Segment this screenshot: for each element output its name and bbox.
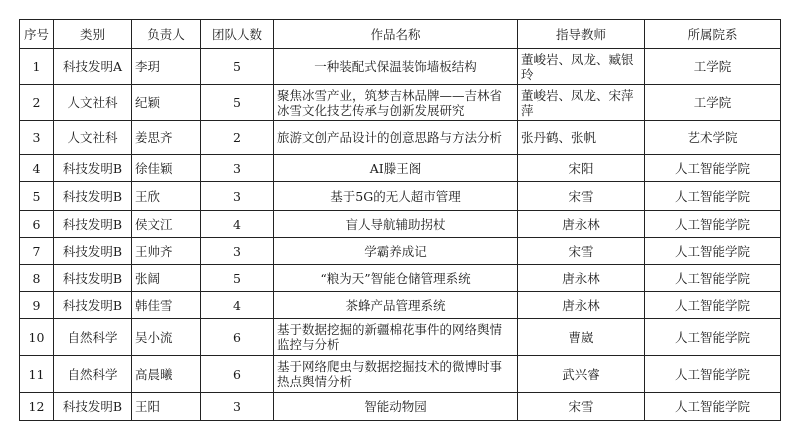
table-row [20, 265, 781, 292]
cell-team-size: 4 [201, 292, 274, 319]
cell-advisor: 唐永林 [518, 265, 645, 292]
cell-category: 人文社科 [54, 121, 132, 155]
cell-advisor: 武兴睿 [518, 356, 645, 393]
header-advisor: 指导教师 [518, 20, 645, 49]
cell-leader: 李玥 [132, 49, 201, 85]
cell-team-size: 3 [201, 155, 274, 182]
cell-no: 12 [20, 393, 54, 421]
cell-leader: 吴小流 [132, 319, 201, 356]
cell-no: 10 [20, 319, 54, 356]
cell-leader: 姜思齐 [132, 121, 201, 155]
cell-category: 科技发明B [54, 155, 132, 182]
cell-advisor: 唐永林 [518, 292, 645, 319]
table-body [20, 49, 781, 421]
header-team-size: 团队人数 [201, 20, 274, 49]
cell-team-size: 6 [201, 319, 274, 356]
cell-advisor: 宋雪 [518, 182, 645, 211]
cell-team-size: 4 [201, 211, 274, 238]
table-row [20, 393, 781, 421]
cell-no: 4 [20, 155, 54, 182]
cell-work-title: AI滕王阁 [274, 155, 518, 182]
cell-category: 科技发明B [54, 211, 132, 238]
cell-department: 人工智能学院 [645, 356, 781, 393]
table-row [20, 356, 781, 393]
cell-advisor: 张丹鹤、张帆 [518, 121, 645, 155]
header-work-title: 作品名称 [274, 20, 518, 49]
cell-no: 3 [20, 121, 54, 155]
table-row [20, 292, 781, 319]
cell-advisor: 宋阳 [518, 155, 645, 182]
cell-department: 人工智能学院 [645, 319, 781, 356]
cell-team-size: 5 [201, 49, 274, 85]
table-row [20, 49, 781, 85]
cell-work-title: 基于网络爬虫与数据挖掘技术的微博时事热点舆情分析 [274, 356, 518, 393]
cell-no: 9 [20, 292, 54, 319]
table-row [20, 155, 781, 182]
cell-no: 6 [20, 211, 54, 238]
cell-category: 自然科学 [54, 319, 132, 356]
cell-no: 7 [20, 238, 54, 265]
cell-no: 1 [20, 49, 54, 85]
header-leader: 负责人 [132, 20, 201, 49]
cell-work-title: 旅游文创产品设计的创意思路与方法分析 [274, 121, 518, 155]
cell-work-title: 盲人导航辅助拐杖 [274, 211, 518, 238]
cell-leader: 王欣 [132, 182, 201, 211]
table-row [20, 238, 781, 265]
cell-department: 人工智能学院 [645, 155, 781, 182]
cell-department: 人工智能学院 [645, 292, 781, 319]
cell-work-title: 基于数据挖掘的新疆棉花事件的网络舆情监控与分析 [274, 319, 518, 356]
cell-leader: 高晨曦 [132, 356, 201, 393]
table-row [20, 211, 781, 238]
roster-sheet [19, 19, 781, 421]
cell-department: 人工智能学院 [645, 238, 781, 265]
cell-category: 科技发明B [54, 393, 132, 421]
cell-team-size: 2 [201, 121, 274, 155]
cell-work-title: 智能动物园 [274, 393, 518, 421]
cell-no: 8 [20, 265, 54, 292]
cell-leader: 徐佳颖 [132, 155, 201, 182]
cell-advisor: 宋雪 [518, 238, 645, 265]
header-department: 所属院系 [645, 20, 781, 49]
cell-department: 工学院 [645, 85, 781, 121]
header-row [20, 20, 781, 49]
cell-team-size: 5 [201, 85, 274, 121]
cell-no: 5 [20, 182, 54, 211]
cell-team-size: 3 [201, 182, 274, 211]
cell-advisor: 董峻岩、凤龙、臧银玲 [518, 49, 645, 85]
table-row [20, 121, 781, 155]
cell-work-title: 基于5G的无人超市管理 [274, 182, 518, 211]
cell-no: 2 [20, 85, 54, 121]
cell-leader: 张阔 [132, 265, 201, 292]
cell-team-size: 3 [201, 393, 274, 421]
cell-no: 11 [20, 356, 54, 393]
cell-department: 工学院 [645, 49, 781, 85]
cell-category: 自然科学 [54, 356, 132, 393]
cell-leader: 侯文江 [132, 211, 201, 238]
cell-leader: 韩佳雪 [132, 292, 201, 319]
cell-advisor: 宋雪 [518, 393, 645, 421]
cell-category: 科技发明B [54, 238, 132, 265]
header-category: 类别 [54, 20, 132, 49]
cell-work-title: 茶蜂产品管理系统 [274, 292, 518, 319]
cell-advisor: 曹崴 [518, 319, 645, 356]
cell-department: 人工智能学院 [645, 265, 781, 292]
cell-advisor: 唐永林 [518, 211, 645, 238]
cell-category: 人文社科 [54, 85, 132, 121]
cell-advisor: 董峻岩、凤龙、宋萍萍 [518, 85, 645, 121]
project-table [19, 19, 781, 421]
cell-work-title: 聚焦冰雪产业，筑梦吉林品牌——吉林省冰雪文化技艺传承与创新发展研究 [274, 85, 518, 121]
table-header [20, 20, 781, 49]
cell-team-size: 3 [201, 238, 274, 265]
cell-leader: 王阳 [132, 393, 201, 421]
cell-department: 人工智能学院 [645, 211, 781, 238]
cell-work-title: 学霸养成记 [274, 238, 518, 265]
cell-department: 人工智能学院 [645, 182, 781, 211]
cell-category: 科技发明A [54, 49, 132, 85]
cell-category: 科技发明B [54, 265, 132, 292]
cell-team-size: 6 [201, 356, 274, 393]
cell-department: 人工智能学院 [645, 393, 781, 421]
cell-category: 科技发明B [54, 182, 132, 211]
cell-team-size: 5 [201, 265, 274, 292]
cell-category: 科技发明B [54, 292, 132, 319]
table-row [20, 319, 781, 356]
cell-work-title: 一种装配式保温装饰墙板结构 [274, 49, 518, 85]
cell-department: 艺术学院 [645, 121, 781, 155]
table-row [20, 85, 781, 121]
cell-work-title: “粮为天”智能仓储管理系统 [274, 265, 518, 292]
header-no: 序号 [20, 20, 54, 49]
cell-leader: 王帅齐 [132, 238, 201, 265]
cell-leader: 纪颖 [132, 85, 201, 121]
table-row [20, 182, 781, 211]
